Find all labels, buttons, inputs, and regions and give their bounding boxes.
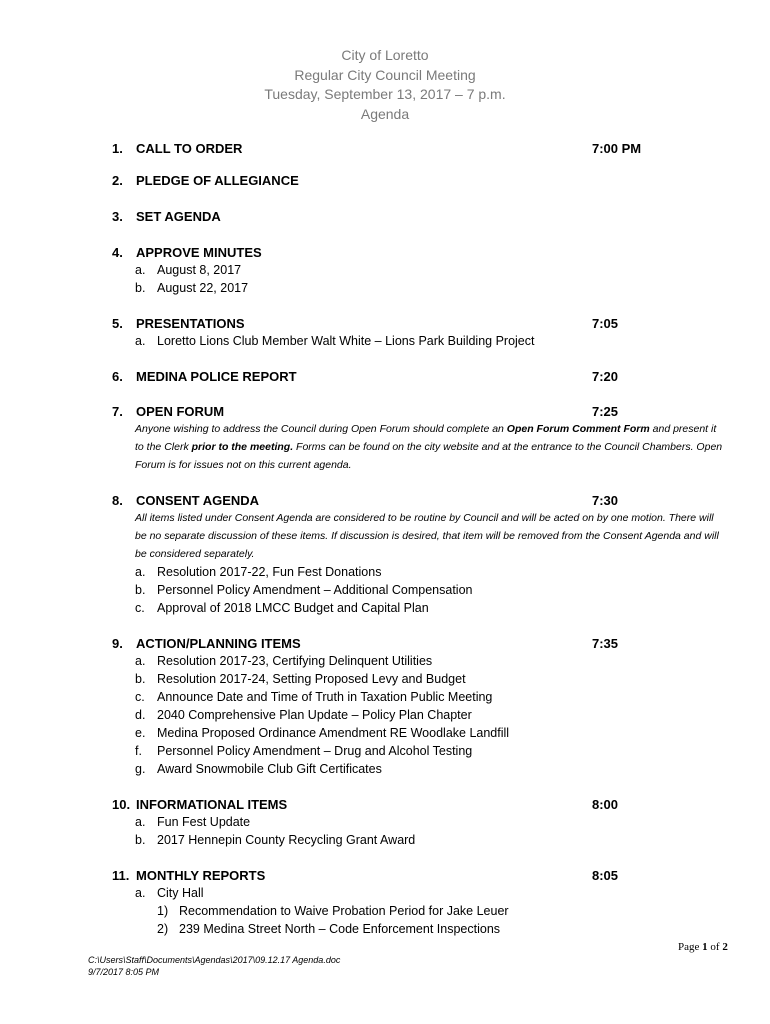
list-letter: a.	[135, 263, 146, 277]
list-letter: c.	[135, 601, 145, 615]
list-text: August 8, 2017	[157, 263, 242, 277]
list-item	[112, 831, 672, 849]
note-text: Forms can be found on the city website and at the entrance to the Council Chambers. Open Forum is for issues not on this current agenda.	[135, 441, 723, 471]
list-item	[112, 813, 672, 831]
list-item	[112, 670, 672, 688]
list-item	[112, 652, 672, 670]
list-letter: a.	[135, 654, 146, 668]
file-footer	[88, 954, 340, 978]
item-time: 8:05	[592, 867, 619, 883]
item-number: 8.	[112, 492, 123, 508]
list-item	[112, 742, 672, 760]
list-item	[112, 688, 672, 706]
list-item	[112, 902, 672, 920]
agenda-item-approve-minutes	[112, 243, 672, 297]
agenda-item-open-forum	[112, 402, 723, 474]
list-item	[112, 706, 672, 724]
list-item	[112, 279, 672, 297]
item-title: CALL TO ORDER	[136, 140, 243, 156]
list-letter: a.	[135, 565, 146, 579]
list-text: 2017 Hennepin County Recycling Grant Award	[157, 833, 416, 847]
list-number: 1)	[157, 904, 169, 918]
list-item	[112, 920, 672, 938]
list-text: City Hall	[157, 886, 204, 900]
list-letter: a.	[135, 815, 146, 829]
note-text: and present it to the Clerk	[135, 423, 717, 453]
item-time: 7:05	[592, 315, 619, 331]
item-title: MONTHLY REPORTS	[136, 867, 266, 883]
list-item	[112, 599, 672, 617]
list-letter: b.	[135, 583, 146, 597]
item-time: 7:00 PM	[592, 140, 642, 156]
note-text: Anyone wishing to address the Council during Open Forum should complete an	[135, 423, 507, 435]
list-number: 2)	[157, 922, 169, 936]
item-number: 11.	[112, 867, 130, 883]
list-item	[112, 724, 672, 742]
item-number: 4.	[112, 244, 123, 260]
list-item	[112, 563, 672, 581]
open-forum-note	[112, 420, 725, 474]
item-number: 7.	[112, 403, 123, 419]
list-letter: d.	[135, 708, 146, 722]
item-title: OPEN FORUM	[136, 403, 225, 419]
item-number: 5.	[112, 315, 123, 331]
list-item	[112, 581, 672, 599]
page-prefix: Page	[678, 941, 703, 953]
list-item	[112, 261, 672, 279]
item-title: INFORMATIONAL ITEMS	[136, 796, 288, 812]
page-number	[678, 941, 728, 953]
list-item	[112, 760, 672, 778]
list-letter: a.	[135, 886, 146, 900]
item-number: 6.	[112, 368, 123, 384]
list-text: Fun Fest Update	[157, 815, 251, 829]
list-text: Loretto Lions Club Member Walt White – Lions Park Building Project	[157, 334, 535, 348]
item-title: PRESENTATIONS	[136, 315, 245, 331]
list-item	[112, 884, 672, 902]
agenda-item-monthly-reports	[112, 866, 672, 938]
list-letter: c.	[135, 690, 145, 704]
item-title: ACTION/PLANNING ITEMS	[136, 635, 301, 651]
list-letter: a.	[135, 334, 146, 348]
list-letter: b.	[135, 281, 146, 295]
item-number: 1.	[112, 140, 123, 156]
list-text: August 22, 2017	[157, 281, 249, 295]
page-current: 1	[702, 941, 708, 953]
list-letter: f.	[135, 744, 142, 758]
item-title: MEDINA POLICE REPORT	[136, 368, 297, 384]
list-text: Recommendation to Waive Probation Period for Jake Leuer	[179, 904, 509, 918]
list-text: Resolution 2017-24, Setting Proposed Levy and Budget	[157, 672, 466, 686]
item-time: 8:00	[592, 796, 619, 812]
list-text: Approval of 2018 LMCC Budget and Capital Plan	[157, 601, 429, 615]
agenda-item-informational	[112, 795, 672, 849]
meeting-name: Regular City Council Meeting	[294, 66, 476, 83]
list-letter: g.	[135, 762, 146, 776]
agenda-item-police-report	[112, 367, 672, 385]
item-time: 7:25	[592, 403, 619, 419]
agenda-item-action-planning	[112, 634, 672, 778]
list-text: 2040 Comprehensive Plan Update – Policy Plan Chapter	[157, 708, 472, 722]
list-text: Announce Date and Time of Truth in Taxation Public Meeting	[157, 690, 493, 704]
list-text: Award Snowmobile Club Gift Certificates	[157, 762, 382, 776]
list-text: Medina Proposed Ordinance Amendment RE Woodlake Landfill	[157, 726, 510, 740]
file-date: 9/7/2017 8:05 PM	[88, 967, 160, 977]
list-text: Resolution 2017-23, Certifying Delinquent Utilities	[157, 654, 433, 668]
list-text: Personnel Policy Amendment – Drug and Alcohol Testing	[157, 744, 473, 758]
item-number: 10.	[112, 796, 131, 812]
agenda-item-presentations	[112, 314, 672, 350]
list-letter: b.	[135, 833, 146, 847]
agenda-item-call-to-order	[112, 139, 672, 157]
list-letter: b.	[135, 672, 146, 686]
agenda-item-pledge	[112, 171, 672, 189]
item-time: 7:30	[592, 492, 619, 508]
agenda-item-consent-agenda	[112, 491, 719, 617]
item-title: APPROVE MINUTES	[136, 244, 262, 260]
item-number: 9.	[112, 635, 123, 651]
item-time: 7:35	[592, 635, 619, 651]
agenda-header	[0, 46, 770, 124]
page-total: 2	[722, 941, 728, 953]
consent-note: All items listed under Consent Agenda are considered to be routine by Council and will be acted on by one motion. There will be no separate discussion of these items. If discussion is desired, that item will be removed from the Consent Agenda and will be considered separately.	[135, 512, 719, 560]
doc-title: Agenda	[360, 105, 410, 122]
city-name: City of Loretto	[341, 47, 429, 63]
item-time: 7:20	[592, 368, 619, 384]
item-title: SET AGENDA	[136, 208, 221, 224]
item-title: CONSENT AGENDA	[136, 492, 260, 508]
agenda-item-set-agenda	[112, 207, 672, 225]
list-item	[112, 332, 672, 350]
list-letter: e.	[135, 726, 146, 740]
list-text: Resolution 2017-22, Fun Fest Donations	[157, 565, 382, 579]
page-of: of	[707, 941, 723, 953]
item-number: 3.	[112, 208, 123, 224]
list-text: Personnel Policy Amendment – Additional Compensation	[157, 583, 473, 597]
list-text: 239 Medina Street North – Code Enforcement Inspections	[179, 922, 501, 936]
meeting-date: Tuesday, September 13, 2017 – 7 p.m.	[264, 86, 506, 102]
note-emphasis: prior to the meeting.	[191, 441, 294, 453]
item-title: PLEDGE OF ALLEGIANCE	[136, 172, 299, 188]
file-path: C:\Users\Staff\Documents\Agendas\2017\09.12.17 Agenda.doc	[88, 955, 341, 965]
item-number: 2.	[112, 172, 123, 188]
note-emphasis: Open Forum Comment Form	[506, 423, 650, 435]
